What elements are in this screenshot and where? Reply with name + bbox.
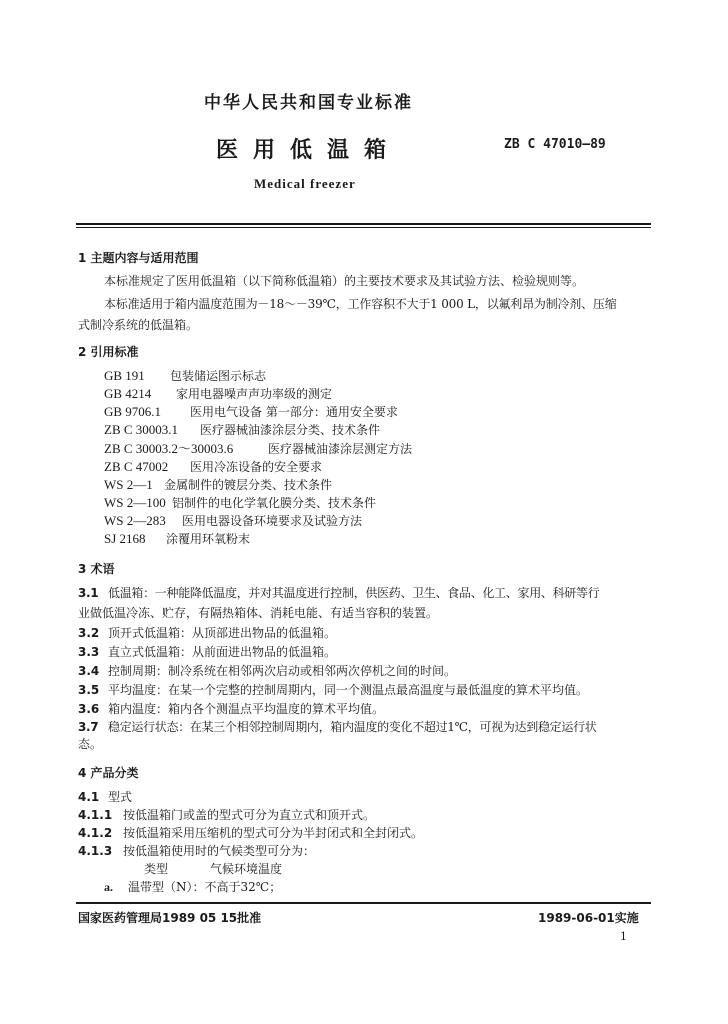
reference-code: GB 4214 xyxy=(104,386,152,401)
reference-code: SJ 2168 xyxy=(104,531,146,546)
reference-code: ZB C 47002 xyxy=(104,459,169,474)
reference-title: 涂覆用环氧粉末 xyxy=(166,532,251,546)
term-text: 控制周期：制冷系统在相邻两次启动或相邻两次停机之间的时间。 xyxy=(108,664,457,678)
climate-type-item-a xyxy=(104,880,281,894)
section-1-paragraph-2: 本标准适用于箱内温度范围为－18～－39℃，工作容积不大于1 000 L，以氟利昂为制冷剂、压缩 xyxy=(104,297,617,311)
reference-code: WS 2—1 xyxy=(104,477,153,492)
term-number: 3.6 xyxy=(78,702,100,716)
reference-title: 医疗器械油漆涂层测定方法 xyxy=(268,442,413,456)
reference-item xyxy=(104,405,398,419)
term-number: 3.5 xyxy=(78,683,100,697)
term-3-2 xyxy=(78,626,336,640)
clause-4-1-3 xyxy=(78,844,315,858)
reference-item xyxy=(104,369,266,383)
clause-4-1-2 xyxy=(78,826,423,840)
term-text: 直立式低温箱：从前面进出物品的低温箱。 xyxy=(108,645,337,659)
footer-divider xyxy=(76,902,651,904)
climate-temp-column-header: 气候环境温度 xyxy=(210,862,283,876)
reference-item xyxy=(104,478,332,492)
reference-title: 金属制件的镀层分类、技术条件 xyxy=(164,478,333,492)
reference-code: GB 191 xyxy=(104,368,145,383)
term-number: 3.4 xyxy=(78,664,100,678)
reference-code: ZB C 30003.1 xyxy=(104,422,179,437)
reference-title: 家用电器噪声声功率级的测定 xyxy=(176,387,333,401)
term-3-4 xyxy=(78,664,456,678)
term-text: 箱内温度：箱内各个测温点平均温度的算术平均值。 xyxy=(108,702,385,716)
term-3-5 xyxy=(78,683,588,697)
reference-title: 包装储运图示标志 xyxy=(170,369,267,383)
section-1-paragraph-2-cont: 式制冷系统的低温箱。 xyxy=(78,318,199,332)
reference-title: 医用电器设备环境要求及试验方法 xyxy=(182,514,363,528)
section-4-heading: 4 产品分类 xyxy=(78,766,139,780)
reference-code: ZB C 30003.2～30003.6 xyxy=(104,441,234,456)
clause-number: 4.1.2 xyxy=(78,826,113,840)
section-3-heading: 3 术语 xyxy=(78,562,115,576)
term-text: 稳定运行状态：在某三个相邻控制周期内，箱内温度的变化不超过1℃，可视为达到稳定运行状 xyxy=(108,720,597,734)
section-1-paragraph-1: 本标准规定了医用低温箱（以下简称低温箱）的主要技术要求及其试验方法、检验规则等。 xyxy=(104,274,585,288)
reference-title: 铝制件的电化学氧化膜分类、技术条件 xyxy=(172,496,377,510)
reference-title: 医用电气设备 第一部分：通用安全要求 xyxy=(190,405,398,419)
reference-code: WS 2—100 xyxy=(104,495,166,510)
term-text: 平均温度：在某一个完整的控制周期内，同一个测温点最高温度与最低温度的算术平均值。 xyxy=(108,683,589,697)
reference-item xyxy=(104,514,362,528)
clause-text: 按低温箱采用压缩机的型式可分为半封闭式和全封闭式。 xyxy=(123,826,424,840)
term-number: 3.1 xyxy=(78,586,99,600)
term-3-7 xyxy=(78,720,596,734)
implementation-date: 1989-06-01实施 xyxy=(538,911,639,925)
term-number: 3.7 xyxy=(78,720,99,734)
reference-item xyxy=(104,460,322,474)
clause-4-1-1 xyxy=(78,808,375,822)
item-text: 温带型（N）：不高于32℃； xyxy=(128,880,282,894)
header-divider xyxy=(76,223,651,225)
item-label: a. xyxy=(104,880,113,894)
reference-title: 医疗器械油漆涂层分类、技术条件 xyxy=(200,423,381,437)
header-divider-thin xyxy=(76,227,651,228)
reference-item xyxy=(104,423,380,437)
clause-text: 型式 xyxy=(108,790,133,804)
reference-title: 医用冷冻设备的安全要求 xyxy=(190,460,323,474)
climate-type-column-header: 类型 xyxy=(144,862,169,876)
clause-number: 4.1.1 xyxy=(78,808,113,822)
clause-number: 4.1 xyxy=(78,790,100,804)
standard-code: ZB C 47010—89 xyxy=(504,137,606,152)
term-3-7-cont: 态。 xyxy=(78,737,103,751)
term-3-1 xyxy=(78,586,599,600)
term-number: 3.2 xyxy=(78,626,100,640)
clause-text: 按低温箱门或盖的型式可分为直立式和顶开式。 xyxy=(123,808,376,822)
reference-code: GB 9706.1 xyxy=(104,404,162,419)
term-3-1-cont: 业做低温冷冻、贮存，有隔热箱体、消耗电能、有适当容积的装置。 xyxy=(78,606,439,620)
reference-code: WS 2—283 xyxy=(104,513,166,528)
term-3-6 xyxy=(78,702,384,716)
approval-line: 国家医药管理局1989 05 15批准 xyxy=(78,911,262,925)
document-title: 医用低温箱 xyxy=(216,138,402,163)
page-number: 1 xyxy=(620,930,627,943)
clause-text: 按低温箱使用时的气候类型可分为： xyxy=(123,844,316,858)
term-number: 3.3 xyxy=(78,645,100,659)
english-title: Medical freezer xyxy=(254,176,356,191)
section-1-heading: 1 主题内容与适用范围 xyxy=(78,251,199,265)
reference-item xyxy=(104,496,376,510)
reference-item xyxy=(104,442,412,456)
reference-item xyxy=(104,532,250,546)
term-3-3 xyxy=(78,645,336,659)
issuing-authority: 中华人民共和国专业标准 xyxy=(204,93,413,113)
reference-item xyxy=(104,387,332,401)
section-2-heading: 2 引用标准 xyxy=(78,345,139,359)
term-text: 低温箱：一种能降低温度，并对其温度进行控制，供医药、卫生、食品、化工、家用、科研等行 xyxy=(108,586,600,600)
clause-number: 4.1.3 xyxy=(78,844,113,858)
clause-4-1 xyxy=(78,790,132,804)
term-text: 顶开式低温箱：从顶部进出物品的低温箱。 xyxy=(108,626,337,640)
